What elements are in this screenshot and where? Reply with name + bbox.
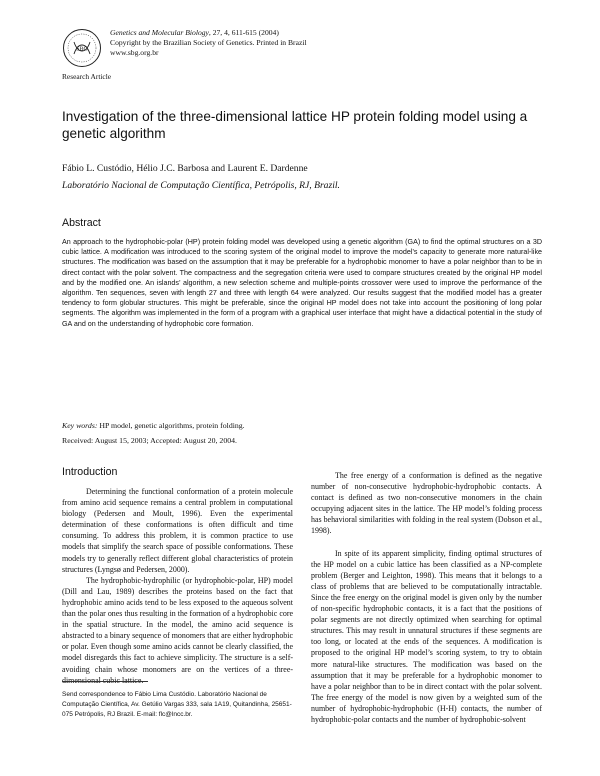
footnote-divider — [62, 681, 148, 682]
paper-title: Investigation of the three-dimensional lattice HP protein folding model using a genetic algorithm — [62, 109, 528, 141]
keywords-text: HP model, genetic algorithms, protein folding. — [97, 421, 245, 430]
article-type: Research Article — [62, 72, 112, 81]
body-column-right — [311, 470, 542, 725]
journal-url: www.sbg.org.br — [110, 48, 159, 57]
body-paragraph: The free energy of a conformation is defined as the negative number of non-consecutive hydrophobic-hydrophobic contacts. A contact is defined as two non-consecutive monomers in the chain occupying adjacent sites in the lattice. The HP model’s folding process has behavioral similarities with folding in the real system (Dobson et al., 1998). — [311, 471, 542, 536]
body-paragraph: In spite of its apparent simplicity, finding optimal structures of the HP model on a cubic lattice has been classified as a NP-complete problem (Berger and Leighton, 1998). This means that it belongs to a class of problems that are believed to be computationally intractable. Since the free energy on the original model is given only by the number of non-specific hydrophobic contacts, it is a fact that the positions of polar segments are not directly optimized when searching for optimal structures. This may result in unnatural structures if these segments are too long, or located at the ends of the sequences. A modification is proposed to the original HP model’s scoring system, to try to obtain more natural-like structures. The modification was based on the assumption that it may be preferable for a hydrophobic monomer to have a polar neighbor than to be in direct contact with the polar solvent. The free energy of the model is now given by a weighted sum of the number of hydrophobic-hydrophobic (H-H) contacts, the number of hydrophobic-polar contacts and the number of hydrophobic-solvent — [311, 548, 542, 724]
journal-citation — [110, 28, 307, 38]
keywords-line — [62, 421, 542, 430]
affiliation: Laboratório Nacional de Computação Científica, Petrópolis, RJ, Brazil. — [62, 180, 340, 191]
svg-text:SBG: SBG — [76, 46, 88, 53]
copyright-line: Copyright by the Brazilian Society of Genetics. Printed in Brazil — [110, 38, 307, 47]
journal-volume: , 27, 4, 611-615 (2004) — [208, 28, 279, 37]
abstract-heading: Abstract — [62, 217, 101, 229]
introduction-heading: Introduction — [62, 466, 118, 478]
body-paragraph: Determining the functional conformation of a protein molecule from amino acid sequence remains a central problem in computational biology (Pedersen and Moult, 1996). Even the experimental determination of these conformations is often difficult and time consuming. To address this problem, it is common practice to use models that simplify the search space of possible conformations. These models try to generally reflect different global characteristics of protein structures (Lyngsø and Pedersen, 2000). — [62, 487, 293, 574]
body-column-left — [62, 486, 293, 686]
abstract-text: An approach to the hydrophobic-polar (HP) protein folding model was developed using a genetic algorithm (GA) to find the optimal structures on a 3D cubic lattice. A modification was introduced to the scoring system of the original model to improve the model’s capacity to generate more natural-like structures. The modification was based on the assumption that it may be preferable for a hydrophobic monomer to have a polar neighbor than to be in direct contact with the polar solvent. The compactness and the segregation criteria were used to compare structures created by the original HP model and by the modified one. An islands’ algorithm, a new selection scheme and multiple-points crossover were used to improve the performance of the algorithm. Ten sequences, seven with length 27 and three with length 64 were analyzed. Our results suggest that the modified model has a greater tendency to form globular structures. This might be preferable, since the original HP model does not take into account the positioning of long polar segments. The algorithm was implemented in the form of a program with a graphical user interface that might have a didactical potential in the study of GA and on the understanding of hydrophobic core formation. — [62, 238, 542, 328]
sbg-logo-icon — [62, 28, 102, 68]
author-list: Fábio L. Custódio, Hélio J.C. Barbosa and Laurent E. Dardenne — [62, 163, 308, 174]
received-dates: Received: August 15, 2003; Accepted: August 20, 2004. — [62, 436, 237, 445]
correspondence-footnote: Send correspondence to Fábio Lima Custódio. Laboratório Nacional de Computação Científica, Av. Getúlio Vargas 333, sala 1A19, Quitandinha, 25651-075 Petrópolis, RJ Brazil. E-mail: flc@lncc.br. — [62, 691, 292, 718]
journal-name: Genetics and Molecular Biology — [110, 28, 209, 37]
keywords-label: Key words: — [62, 421, 98, 430]
body-paragraph: The hydrophobic-hydrophilic (or hydrophobic-polar, HP) model (Dill and Lau, 1989) describes the proteins based on the fact that hydrophobic amino acids tend to be less exposed to the aqueous solvent than the polar ones thus resulting in the formation of a hydrophobic core in the spatial structure. In the model, the amino acid sequence is abstracted to a binary sequence of monomers that are either hydrophobic or polar. Even though some amino acids cannot be clearly classified, the model disregards this fact to achieve simplicity. The structure is a self-avoiding chain whose monomers are on the vertices of a three-dimensional cubic lattice. — [62, 575, 293, 685]
